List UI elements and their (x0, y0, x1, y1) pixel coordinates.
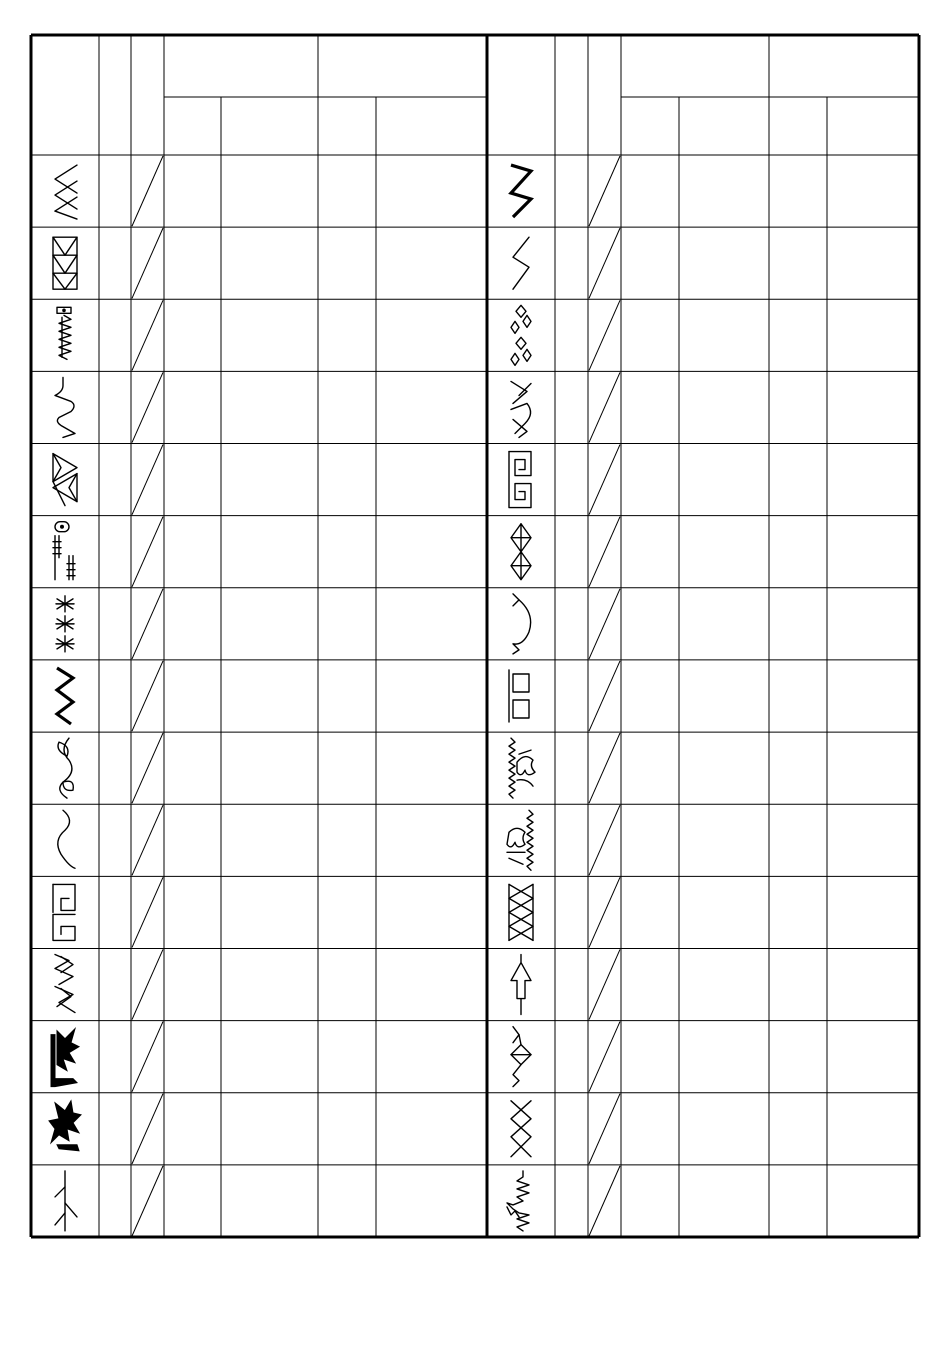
diagonal-cell-slash (132, 372, 163, 442)
diagonal-cell-slash (132, 805, 163, 875)
open-chevron-stitch-icon (513, 237, 529, 289)
square-blocks-stitch-icon (509, 670, 529, 722)
greek-key-stitch-icon (53, 884, 75, 940)
single-diamond-stitch-icon (511, 1027, 531, 1087)
icon-stroke (49, 1101, 81, 1143)
rickrack-stitch-icon (507, 1171, 529, 1231)
icon-stroke (58, 810, 75, 868)
diagonal-cell-slash (589, 372, 620, 442)
icon-stroke (513, 674, 529, 692)
icon-stroke (57, 668, 73, 724)
icon-stroke (511, 337, 531, 365)
icon-stroke (513, 1027, 519, 1043)
diagonal-cell-slash (132, 228, 163, 298)
leaf-vine-stitch-icon (58, 738, 73, 798)
icon-stroke (53, 273, 77, 289)
table-grid (31, 35, 919, 1237)
tulip-zigzag-stitch-icon (507, 810, 533, 870)
diagonal-cell-slash (132, 1094, 163, 1164)
icon-stroke (59, 315, 71, 359)
diagonal-cell-slash (589, 445, 620, 515)
diagonal-cell-slash (589, 300, 620, 370)
diagonal-cell-slash (589, 949, 620, 1019)
icon-stroke (513, 594, 519, 606)
icon-stroke (53, 884, 75, 910)
large-zigzag-stitch-icon (57, 668, 73, 724)
leaf-satin-stitch-icon (51, 1029, 79, 1087)
icon-stroke (509, 452, 531, 476)
icon-stroke (509, 884, 533, 940)
icon-stroke (65, 1203, 77, 1217)
icon-stroke (55, 1213, 65, 1225)
icon-stroke (57, 989, 71, 1007)
asterisk-stitch-icon (56, 596, 74, 652)
diagonal-cell-slash (132, 661, 163, 731)
icon-stroke (53, 255, 77, 273)
icon-stroke (511, 955, 531, 1015)
triangle-column-stitch-icon (53, 237, 77, 289)
icon-stroke (55, 197, 77, 211)
diagonal-cell-slash (589, 805, 620, 875)
icon-stroke (517, 757, 535, 775)
branch-stitch-icon (55, 1171, 77, 1231)
icon-stroke (55, 211, 77, 219)
icon-stroke (56, 596, 74, 612)
diagonal-cell-slash (589, 517, 620, 587)
icon-stroke (57, 1029, 79, 1071)
flower-satin-stitch-icon (49, 1101, 81, 1151)
icon-stroke (55, 377, 75, 437)
icon-stroke (56, 616, 74, 632)
diagonal-cell-slash (589, 1094, 620, 1164)
diagonal-cell-slash (132, 877, 163, 947)
diagonal-cell-slash (589, 1166, 620, 1236)
serpentine-zigzag-stitch-icon (55, 377, 75, 437)
diagonal-cell-slash (132, 445, 163, 515)
icon-stroke (519, 750, 531, 754)
x-cross-stitch-icon (511, 1101, 531, 1157)
icon-stroke (507, 828, 525, 847)
icon-stroke (55, 1187, 65, 1197)
diagonal-cell-slash (132, 300, 163, 370)
icon-stroke (509, 884, 533, 940)
icon-stroke (53, 454, 77, 482)
icon-stroke (63, 781, 73, 790)
icon-stroke (513, 237, 529, 289)
diagonal-cell-slash (589, 877, 620, 947)
arrow-up-stitch-icon (511, 955, 531, 1015)
icon-stroke (53, 914, 75, 940)
diagonal-cell-slash (132, 949, 163, 1019)
icon-stroke (527, 810, 533, 870)
icon-stroke (511, 524, 531, 552)
bow-tie-stitch-icon (53, 454, 77, 506)
diagonal-cell-slash (589, 589, 620, 659)
diagonal-cell-slash (589, 661, 620, 731)
diagonal-cell-slash (589, 156, 620, 226)
icon-stroke (58, 742, 68, 756)
fishbone-stitch-icon (511, 381, 531, 437)
icon-stroke (507, 1171, 529, 1231)
diagonal-cell-slash (132, 589, 163, 659)
buttonhole-bartack-stitch-icon (53, 522, 75, 580)
icon-stroke (517, 780, 533, 786)
diagonal-cell-slash (132, 1022, 163, 1092)
icon-stroke (53, 237, 77, 289)
icon-stroke (511, 1101, 531, 1157)
icon-stroke (56, 636, 74, 652)
cross-triangle-stitch-icon (509, 884, 533, 940)
tulip-scroll-stitch-icon (509, 738, 535, 798)
icon-stroke (57, 1145, 79, 1151)
icon-stroke (55, 987, 75, 1013)
icon-stroke (63, 309, 66, 312)
icon-stroke (519, 1035, 521, 1045)
meander-key-stitch-icon (509, 452, 531, 508)
braid-stitch-icon (55, 955, 75, 1013)
bold-zigzag-stitch-icon (511, 165, 531, 217)
icon-stroke (509, 858, 523, 864)
diagonal-cell-slash (132, 517, 163, 587)
icon-stroke (511, 403, 531, 433)
scallop-stitch-icon (513, 594, 531, 654)
icon-stroke (53, 237, 77, 255)
diamond-cluster-stitch-icon (511, 305, 531, 365)
buttonhole-zigzag-stitch-icon (57, 307, 71, 359)
icon-stroke (511, 305, 531, 333)
diagonal-cell-slash (132, 1166, 163, 1236)
wave-stitch-icon (58, 810, 75, 868)
double-diamond-stitch-icon (511, 524, 531, 580)
arrowhead-chevron-stitch-icon (55, 165, 77, 219)
icon-stroke (61, 525, 64, 528)
icon-stroke (513, 700, 529, 718)
icon-stroke (511, 381, 527, 403)
diagonal-cell-slash (589, 733, 620, 803)
diagonal-cell-slash (132, 733, 163, 803)
icon-stroke (513, 1065, 521, 1087)
stitch-icon-column (49, 165, 535, 1231)
diagonal-cell-slash (132, 156, 163, 226)
icon-stroke (511, 165, 531, 217)
icon-stroke (509, 738, 515, 798)
icon-stroke (513, 600, 531, 654)
icon-stroke (509, 884, 533, 940)
icon-stroke (53, 542, 75, 576)
icon-stroke (511, 552, 531, 580)
diagonal-cell-slash (589, 1022, 620, 1092)
diagonal-cell-slash (589, 228, 620, 298)
